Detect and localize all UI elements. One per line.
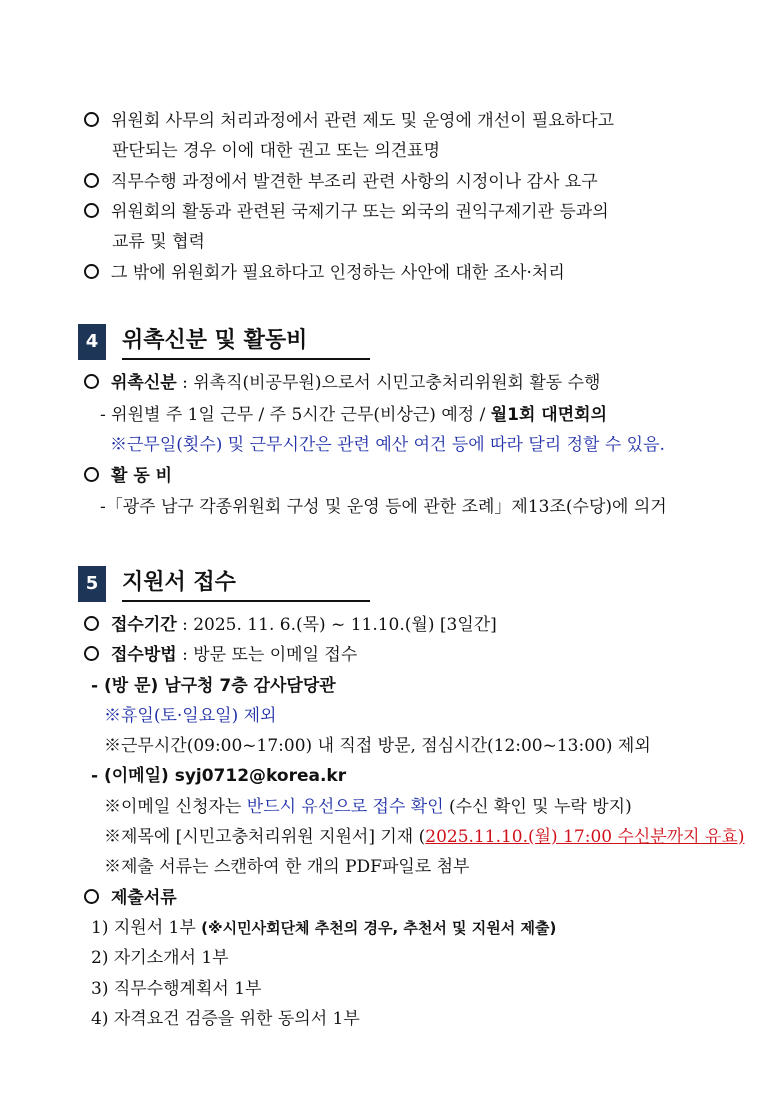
method-line: 접수방법 : 방문 또는 이메일 접수 xyxy=(84,643,357,667)
visit-method: - (방 문) 남구청 7층 감사담당관 xyxy=(91,676,336,696)
schedule-line: - 위원별 주 1일 근무 / 주 5시간 근무(비상근) 예정 / 월1회 대면회의 xyxy=(100,405,607,425)
doc-item-1: 1) 지원서 1부 (※시민사회단체 추천의 경우, 추천서 및 지원서 제출) xyxy=(91,918,557,938)
visit-note-holidays: ※휴일(토·일요일) 제외 xyxy=(104,706,277,726)
deadline-text: 2025.11.10.(월) 17:00 수신분까지 유효) xyxy=(425,827,745,847)
doc-item-3: 3) 직무수행계획서 1부 xyxy=(91,979,262,999)
visit-note-hours: ※근무시간(09:00~17:00) 내 직접 방문, 점심시간(12:00~13:00) 제외 xyxy=(104,736,651,756)
schedule-note: ※근무일(횟수) 및 근무시간은 관련 예산 여건 등에 따라 달리 정할 수 있음. xyxy=(110,435,665,455)
period-line: 접수기간 : 2025. 11. 6.(목) ~ 11.10.(월) [3일간] xyxy=(84,613,497,637)
circle-bullet-icon xyxy=(84,173,99,188)
bullet-exchange-cont: 교류 및 협력 xyxy=(112,232,205,252)
circle-bullet-icon xyxy=(84,616,99,631)
doc-item-2: 2) 자기소개서 1부 xyxy=(91,948,229,968)
section-title: 지원서 접수 xyxy=(122,566,370,602)
section-number-badge: 4 xyxy=(78,324,106,360)
circle-bullet-icon xyxy=(84,112,99,127)
circle-bullet-icon xyxy=(84,264,99,279)
email-note-pdf: ※제출 서류는 스캔하여 한 개의 PDF파일로 첨부 xyxy=(104,857,470,877)
email-note-subject: ※제목에 [시민고충처리위원 지원서] 기재 (2025.11.10.(월) 17:00 수신분까지 유효) xyxy=(104,827,745,847)
bullet-recommendation-cont: 판단되는 경우 이에 대한 권고 또는 의견표명 xyxy=(112,141,441,161)
circle-bullet-icon xyxy=(84,203,99,218)
bullet-correction: 직무수행 과정에서 발견한 부조리 관련 사항의 시정이나 감사 요구 xyxy=(84,170,598,194)
circle-bullet-icon xyxy=(84,467,99,482)
section-title: 위촉신분 및 활동비 xyxy=(122,324,370,360)
pay-basis: -「광주 남구 각종위원회 구성 및 운영 등에 관한 조례」제13조(수당)에 의거 xyxy=(100,497,667,517)
bullet-recommendation: 위원회 사무의 처리과정에서 관련 제도 및 운영에 개선이 필요하다고 xyxy=(84,109,614,133)
circle-bullet-icon xyxy=(84,374,99,389)
email-note-confirm: ※이메일 신청자는 반드시 유선으로 접수 확인 (수신 확인 및 누락 방지) xyxy=(104,797,632,817)
bullet-exchange: 위원회의 활동과 관련된 국제기구 또는 외국의 권익구제기관 등과의 xyxy=(84,200,609,224)
status-line: 위촉신분 : 위촉직(비공무원)으로서 시민고충처리위원회 활동 수행 xyxy=(84,371,600,395)
bullet-other: 그 밖에 위원회가 필요하다고 인정하는 사안에 대한 조사·처리 xyxy=(84,261,565,285)
email-method: - (이메일) syj0712@korea.kr xyxy=(91,766,347,786)
pay-line: 활 동 비 xyxy=(84,464,172,488)
docs-line: 제출서류 xyxy=(84,886,177,910)
circle-bullet-icon xyxy=(84,889,99,904)
doc-item-4: 4) 자격요건 검증을 위한 동의서 1부 xyxy=(91,1009,360,1029)
section-number-badge: 5 xyxy=(78,566,106,602)
circle-bullet-icon xyxy=(84,646,99,661)
